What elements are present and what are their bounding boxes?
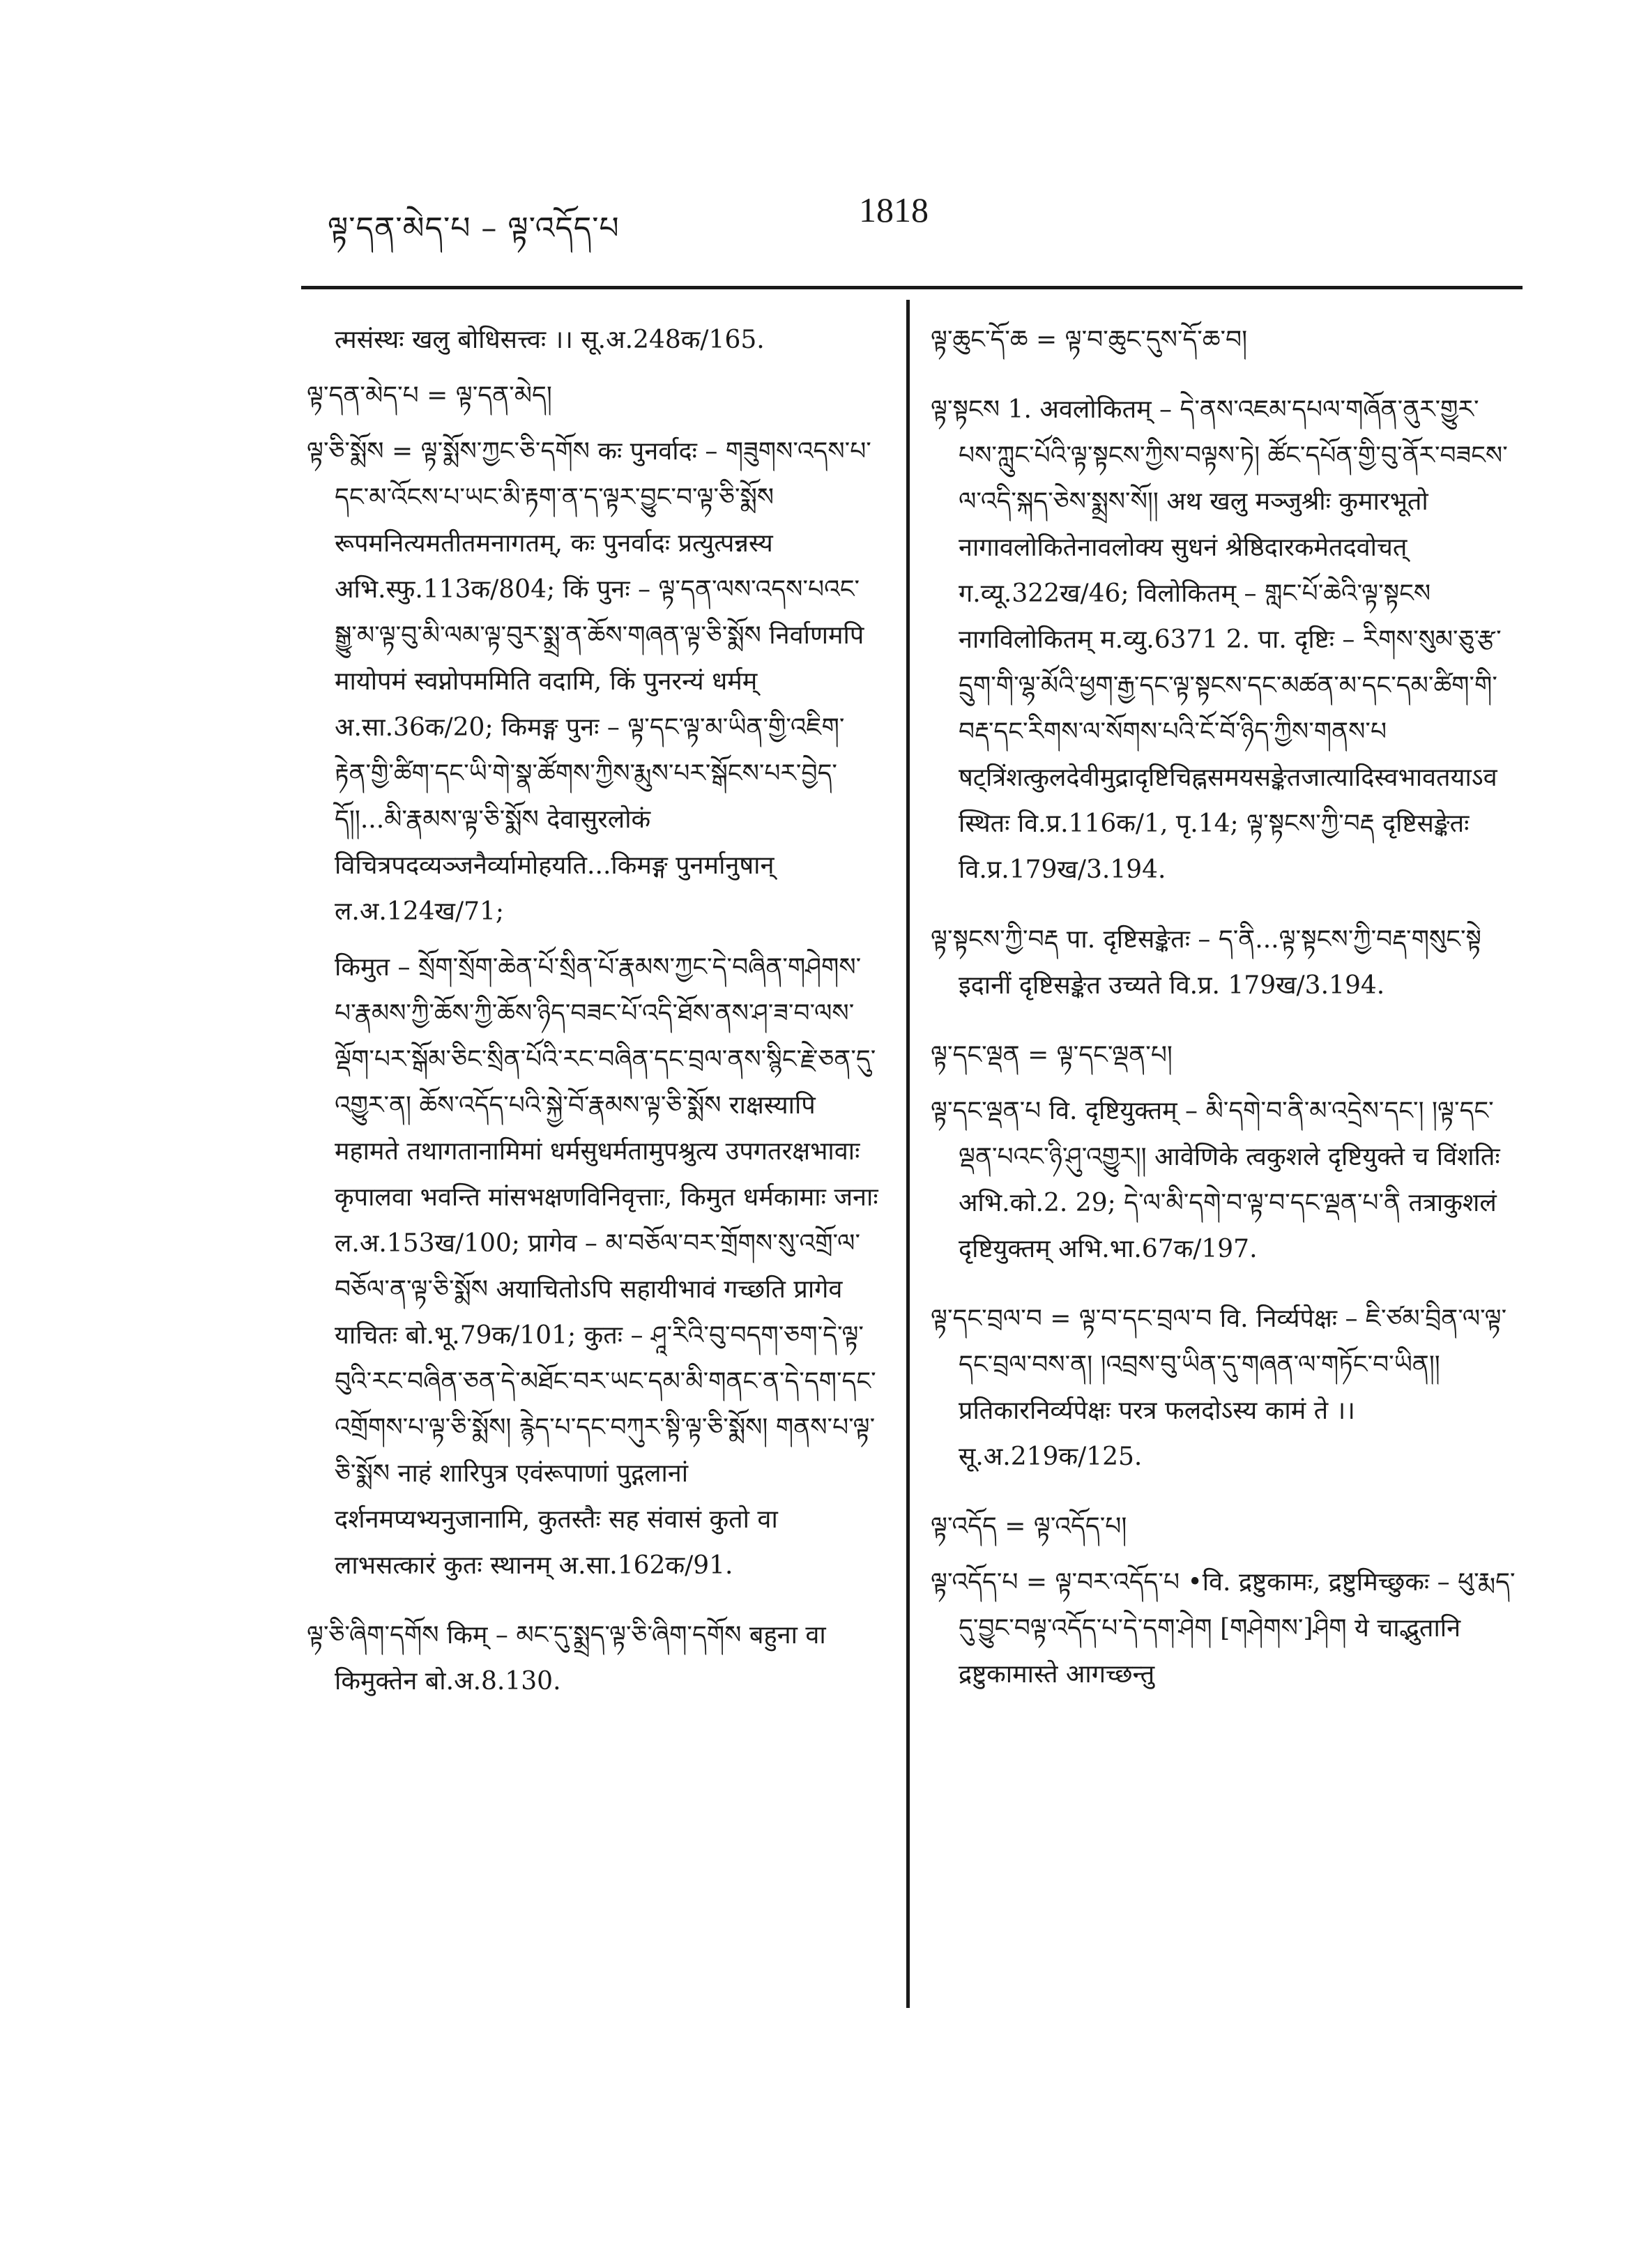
dictionary-entry: ལྟ་དང་བྲལ་བ = ལྟ་བ་དང་བྲལ་བ वि. निर्व्यपेक्षः – ཇི་ཙམ་བྲིན་ལ་ལྟ་དང་བྲལ་བས་ན། །འབྲས་བུ་ཡིན་དུ་གཞན་ལ་གཏོང་བ་ཡིན།། प्रतिकारनिर्व्यपेक्षः परत्र फलदोऽस्य कामं ते ।। सू.अ.219क/125. [931,1304,1507,1471]
entry-continuation: त्मसंस्थः खलु बोधिसत्त्वः ।। सू.अ.248क/165. [335,326,765,354]
left-column [307,317,878,1714]
dictionary-entry: ལྟ་འདོད་པ = ལྟ་བར་འདོད་པ •वि. द्रष्टुकामः, द्रष्टुमिच्छुकः – ཕུ་རྨད་དུ་བྱུང་བལྟ་འདོད་པ་དེ་དག་ཤེག [གཤེགས་]ཤིག ये चाद्भुतानि द्रष्टुकामास्ते आगच्छन्तु [931,1568,1516,1689]
right-column [931,317,1516,1707]
dictionary-entry: ལྟ་དན་མེད་པ = ལྟ་དན་མེད། [307,381,552,410]
entry-continuation: किमुत – སྲོག་སྲོག་ཆེན་པོ་སྲིན་པོ་རྣམས་ཀྱང་དེ་བཞིན་གཤེགས་པ་རྣམས་ཀྱི་ཆོས་ཀྱི་ཆོས་ཉིད་བཟང་པོ་འདི་ཐོས་ནས་ཤ་ཟ་བ་ལས་ལྡོག་པར་སྒོམ་ཅིང་སྲིན་པོའི་རང་བཞིན་དང་བྲལ་ནས་སྙིང་རྗེ་ཅན་དུ་འགྱུར་ན། ཆོས་འདོད་པའི་སྐྱེ་བོ་རྣམས་ལྟ་ཅི་སྨོས राक्षस्यापि महामते तथागतानामिमां धर्मसुधर्मतामुपश्रुत्य उपगतरक्षभावाः कृपालवा भवन्ति मांसभक्षणविनिवृत्ताः, किमुत धर्मकामाः जनाः ल.अ.153ख/100; प्रागेव – མ་བཅོལ་བར་གྲོགས་སུ་འགྲོ་ལ་བཅོལ་ན་ལྟ་ཅི་སྨོས अयाचितोऽपि सहायीभावं गच्छति प्रागेव याचितः बो.भू.79क/101; कुतः – ཤཱ་རིའི་བུ་བདག་ཅག་དེ་ལྟ་བུའི་རང་བཞིན་ཅན་དེ་མཐོང་བར་ཡང་དམ་མི་གནང་ན་དེ་དག་དང་འགྲོགས་པ་ལྟ་ཅི་སྨོས། རྙེད་པ་དང་བཀུར་སྟི་ལྟ་ཅི་སྨོས། གནས་པ་ལྟ་ཅི་སྨོས नाहं शारिपुत्र एवंरूपाणां पुद्गलानां दर्शनमप्यभ्यनुजानामि, कुतस्तैः सह संवासं कुतो वा लाभसत्कारं कुतः स्थानम् अ.सा.162क/91. [335,953,878,1580]
dictionary-entry: ལྟ་སྟངས་ཀྱི་བརྡ पा. दृष्टिसङ्केतः – ད་ནི...ལྟ་སྟངས་ཀྱི་བརྡ་གསུང་སྟེ इदानीं दृष्टिसङ्केत उच्यते वि.प्र. 179ख/3.194. [931,925,1482,1000]
header-rule [301,286,1523,289]
dictionary-entry: ལྟ་ཅི་ཞིག་དགོས किम् – མང་དུ་སྨྲད་ལྟ་ཅི་ཞིག་དགོས बहुना वा किमुक्तेन बो.अ.8.130. [307,1621,826,1696]
running-header: ལྟ་དན་མེད་པ – ལྟ་འདོད་པ [328,211,620,246]
dictionary-entry: ལྟ་སྟངས 1. अवलोकितम् – དེ་ནས་འཇམ་དཔལ་གཞོན་ནུར་གྱུར་པས་ཀླུང་པོའི་ལྟ་སྟངས་ཀྱིས་བལྟས་ཏེ། ཚོང་དཔོན་གྱི་བུ་ནོར་བཟངས་ལ་འདི་སྐད་ཅེས་སྨྲས་སོ།། अथ खलु मञ्जुश्रीः कुमारभूतो नागावलोकितेनावलोक्य सुधनं श्रेष्ठिदारकमेतदवोचत् ग.व्यू.322ख/46; विलोकितम् – གླང་པོ་ཆེའི་ལྟ་སྟངས नागविलोकितम् म.व्यु.6371 2. पा. दृष्टिः – རིགས་སུམ་ཅུ་རྩ་དྲུག་གི་ལྷ་མོའི་ཕྱག་རྒྱ་དང་ལྟ་སྟངས་དང་མཚན་མ་དང་དམ་ཚིག་གི་བརྡ་དང་རིགས་ལ་སོགས་པའི་ངོ་བོ་ཉིད་ཀྱིས་གནས་པ षट्त्रिंशत्कुलदेवीमुद्रादृष्टिचिह्नसमयसङ्केतजात्यादिस्वभावतयाऽवस्थितः वि.प्र.116क/1, पृ.14; ལྟ་སྟངས་ཀྱི་བརྡ दृष्टिसङ्केतः वि.प्र.179ख/3.194. [931,395,1508,884]
dictionary-entry: ལྟ་དང་ལྡན = ལྟ་དང་ལྡན་པ། [931,1041,1173,1070]
dictionary-entry: ལྟ་དང་ལྡན་པ वि. दृष्टियुक्तम् – མི་དགེ་བ་ནི་མ་འདྲེས་དང་། །ལྟ་དང་ལྡན་པའང་ཉི་ཤུ་འགྱུར།། आवेणिके त्वकुशले दृष्टियुक्ते च विंशतिः अभि.को.2. 29; དེ་ལ་མི་དགེ་བ་ལྟ་བ་དང་ལྡན་པ་ནི तत्राकुशलं दृष्टियुक्तम् अभि.भा.67क/197. [931,1097,1500,1263]
page-number: 1818 [859,190,929,229]
dictionary-entry: ལྟ་འདོད = ལྟ་འདོད་པ། [931,1512,1127,1541]
column-divider [906,300,910,2008]
dictionary-entry: ལྟ་ཆུང་དོ་ཆ = ལྟ་བ་ཆུང་དུས་དོ་ཆ་བ། [931,326,1248,354]
dictionary-entry: ལྟ་ཅི་སྨོས = ལྟ་སྨོས་ཀྱང་ཅི་དགོས कः पुनर्वादः – གཟུགས་འདས་པ་དང་མ་འོངས་པ་ཡང་མི་རྟག་ན་ད་ལྟར་བྱུང་བ་ལྟ་ཅི་སྨོས रूपमनित्यमतीतमनागतम्, कः पुनर्वादः प्रत्युत्पन्नस्य अभि.स्फु.113क/804; किं पुनः – ལྟ་དན་ལས་འདས་པའང་སྒྱུ་མ་ལྟ་བུ་མི་ལམ་ལྟ་བུར་སྨྲ་ན་ཆོས་གཞན་ལྟ་ཅི་སྨོས निर्वाणमपि मायोपमं स्वप्नोपममिति वदामि, किं पुनरन्यं धर्मम् अ.सा.36क/20; किमङ्ग पुनः – ལྟ་དང་ལྟ་མ་ཡིན་གྱི་འཇིག་རྟེན་གྱི་ཚིག་དང་ཡི་གེ་སྣ་ཚོགས་ཀྱིས་རྨུས་པར་སྒོངས་པར་བྱེད་དོ།།...མི་རྣམས་ལྟ་ཅི་སྨོས देवासुरलोकं विचित्रपदव्यञ्जनैर्व्यामोहयति...किमङ्ग पुनर्मानुषान् ल.अ.124ख/71; [307,437,871,926]
